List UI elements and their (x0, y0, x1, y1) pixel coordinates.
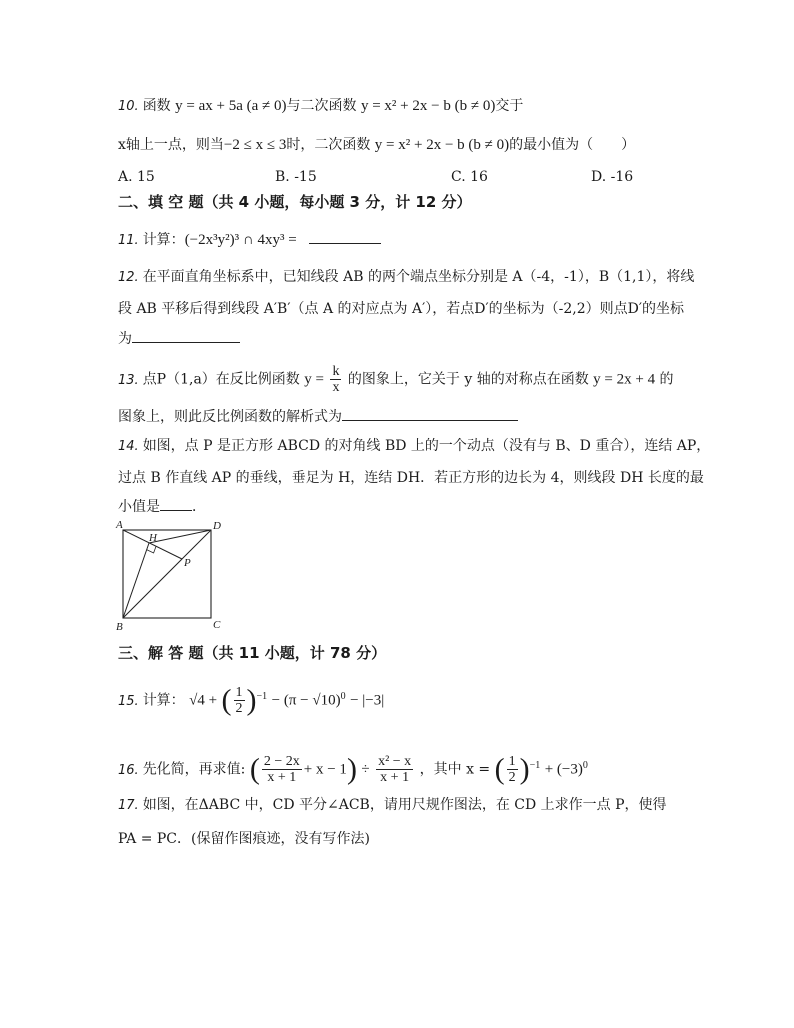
q14-line2: 过点 B 作直线 AP 的垂线，垂足为 H，连结 DH．若正方形的边长为 4，则线段 DH 长度的最 (118, 470, 704, 486)
diagonal-bd (123, 530, 211, 618)
right-angle-mark (147, 546, 156, 553)
question-number: 16. (118, 762, 139, 778)
q16: 16. 先化简，再求值: ( $\frac{2 - 2x}{x + 1}$ + x − 1) ÷ $\frac{\text{x² − x}}{x + 1}$ ，其中 x = ( $\frac{1}{2}$ )$^{-1} + (-3)^0$ (118, 752, 588, 786)
q14-line1: 14. 如图，点 P 是正方形 ABCD 的对角线 BD 上的一个动点（没有与 B、D 重合），连结 AP， (118, 438, 711, 454)
label-b: B (116, 621, 123, 633)
question-number: 11. (118, 233, 139, 248)
option-d: D. -16 (591, 169, 634, 185)
q15: 15. 计算： √4 + ( $\frac{1}{2}$ )$^{-1} - (\pi - √10)^0 - |-3|$ (118, 683, 385, 717)
label-p: P (184, 557, 191, 569)
fraction-2: $\frac{\text{x² − x}}{x + 1}$ (378, 754, 412, 786)
q12-line1: 12. 在平面直角坐标系中，已知线段 AB 的两个端点坐标分别是 A（-4，-1），B（1,1），将线 (118, 269, 695, 285)
question-number: 13. (118, 372, 139, 388)
fraction-k-over-x: $\frac{k}{x}$ (332, 364, 340, 395)
segment-dh (149, 530, 211, 543)
q10-options (118, 167, 684, 187)
question-number: 17. (118, 798, 139, 813)
q13-line1: 13. 点P（1,a）在反比例函数 y = $\frac{k}{x}$ 的图象上，它关于 y 轴的对称点在函数 y = 2x + 4 的 (118, 364, 674, 395)
segment-bh (123, 543, 149, 618)
answer-blank (309, 229, 381, 244)
answer-blank (160, 496, 192, 511)
q12-line2: 段 AB 平移后得到线段 A′B′（点 A 的对应点为 A′），若点D′的坐标为（-2,2）则点D′的坐标 (118, 301, 685, 317)
question-number: 15. (118, 693, 139, 709)
label-c: C (213, 619, 221, 631)
fraction-1: $\frac{2 - 2x}{x + 1}$ (263, 754, 300, 786)
fraction-one-half: $\frac{1}{2}$ (235, 685, 243, 717)
q17-line2: PA = PC．(保留作图痕迹，没有写作法) (118, 831, 370, 847)
label-a: A (116, 519, 123, 531)
option-a: A. 15 (118, 169, 155, 185)
option-b: B. -15 (275, 169, 317, 185)
question-number: 10. (118, 99, 139, 114)
q17-line1: 17. 如图，在ΔABC 中，CD 平分∠ACB，请用尺规作图法，在 CD 上求作一点 P，使得 (118, 797, 667, 813)
label-h: H (149, 532, 157, 544)
label-d: D (213, 520, 221, 532)
question-number: 14. (118, 439, 139, 454)
section-2-title: 二、填 空 题（共 4 小题，每小题 3 分，计 12 分） (118, 193, 472, 211)
q12-line3: 为 (118, 328, 684, 349)
q14-line3: 小值是 ． (118, 496, 684, 517)
section-3-title: 三、解 答 题（共 11 小题，计 78 分） (118, 644, 387, 662)
fraction-one-half: $\frac{1}{2}$ (508, 754, 516, 786)
answer-blank (342, 406, 518, 421)
question-number: 12. (118, 270, 139, 285)
square-abcd-figure (112, 518, 224, 636)
q11: 11. 计算：(−2x³y²)³ ∩ 4xy³ = (118, 229, 684, 251)
q10-line2: x轴上一点，则当−2 ≤ x ≤ 3时，二次函数 y = x² + 2x − b (b ≠ 0)的最小值为（ ） (118, 137, 636, 153)
q13-line2: 图象上，则此反比例函数的解析式为 (118, 406, 684, 427)
q10-line1: 10. 函数 y = ax + 5a (a ≠ 0)与二次函数 y = x² + 2x − b (b ≠ 0)交于 (118, 98, 524, 114)
option-c: C. 16 (451, 169, 488, 185)
answer-blank (132, 328, 240, 343)
